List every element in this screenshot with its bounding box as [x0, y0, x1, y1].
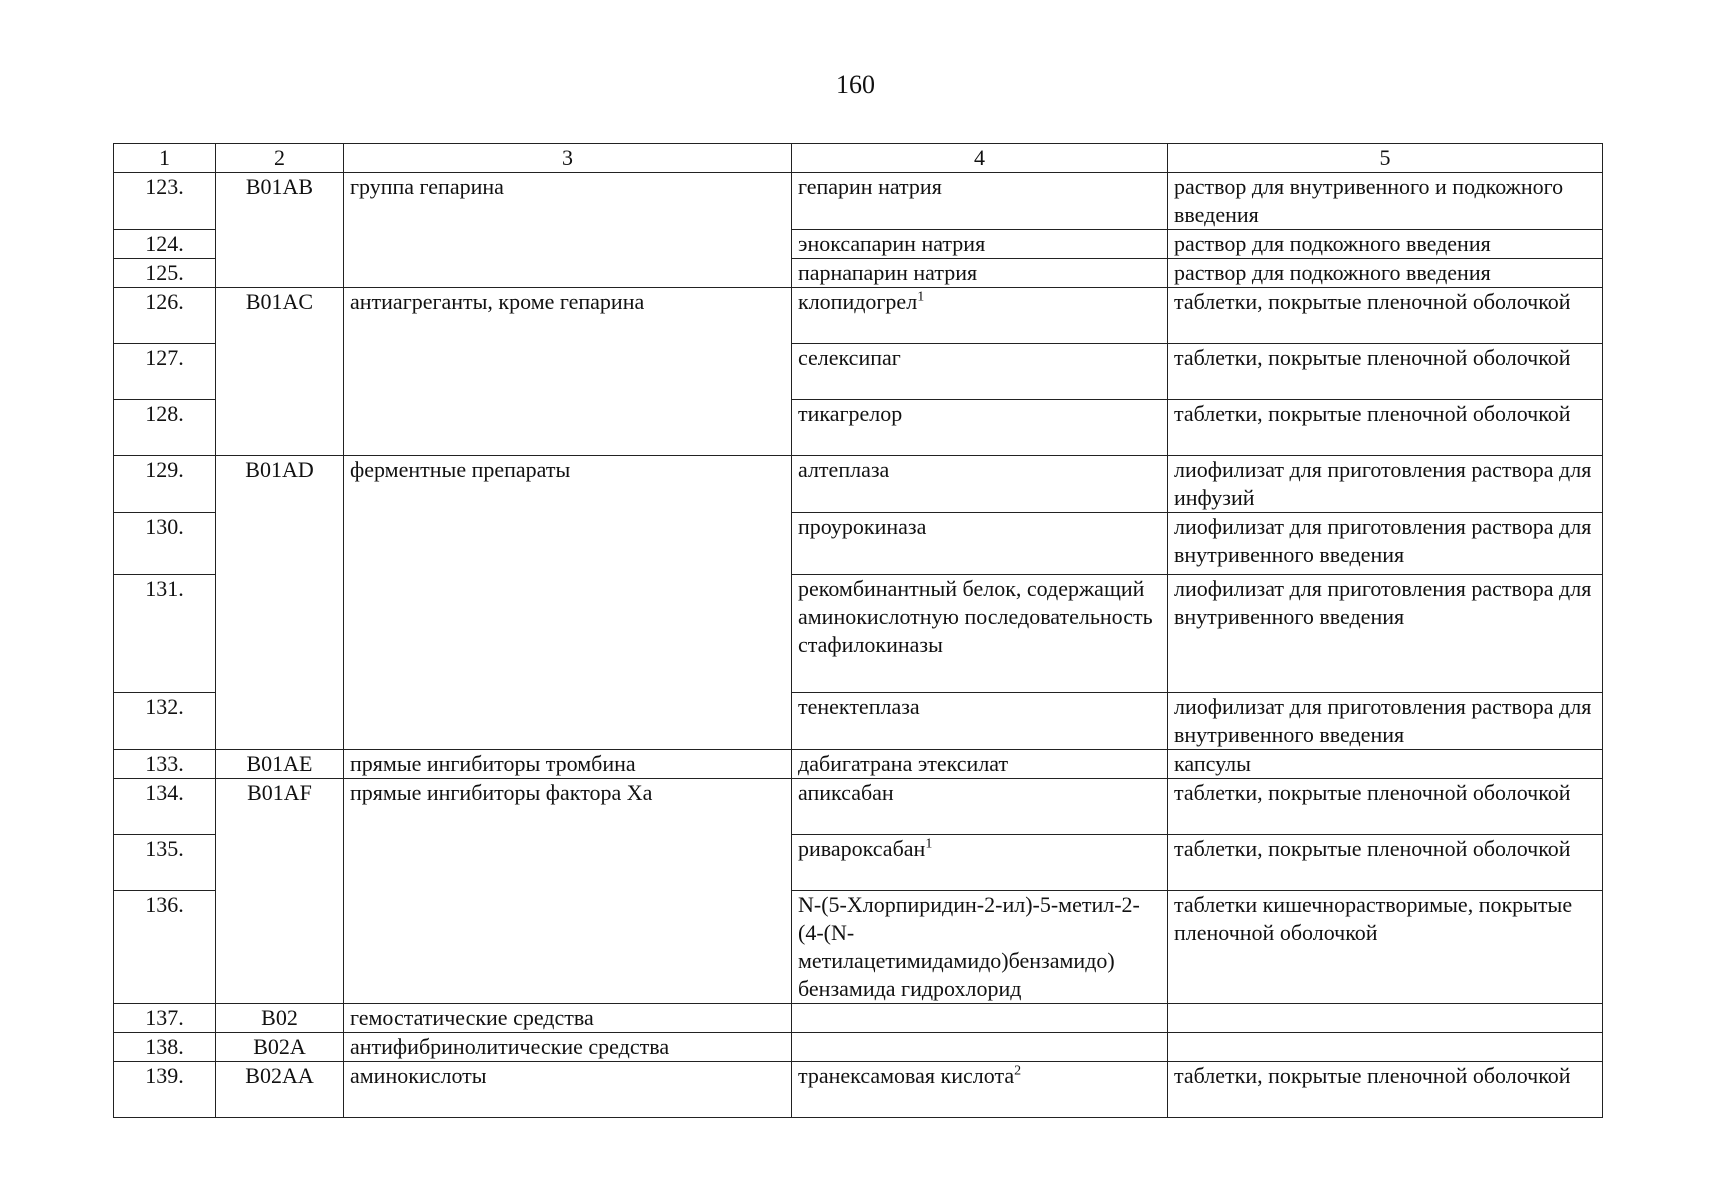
drug-name-cell	[792, 891, 1168, 1004]
row-number-cell: 125.	[114, 259, 216, 288]
dosage-form-cell: таблетки, покрытые пленочной оболочкой	[1168, 288, 1603, 344]
drug-name-cell	[792, 1004, 1168, 1033]
dosage-form-cell: лиофилизат для приготовления раствора для внутривенного введения	[1168, 693, 1603, 750]
drug-name-cell	[792, 344, 1168, 400]
drug-name-cell	[792, 750, 1168, 779]
table-row	[114, 288, 1603, 344]
drug-name-cell	[792, 230, 1168, 259]
drug-name: тикагрелор	[798, 401, 903, 426]
group-name-cell: аминокислоты	[344, 1062, 792, 1118]
dosage-form-cell: таблетки, покрытые пленочной оболочкой	[1168, 400, 1603, 456]
drug-name-cell	[792, 173, 1168, 230]
header-cell-5: 5	[1168, 144, 1603, 173]
row-number-cell: 129.	[114, 456, 216, 513]
drug-name: апиксабан	[798, 780, 894, 805]
drug-name: гепарин натрия	[798, 174, 942, 199]
row-number-cell: 123.	[114, 173, 216, 230]
drug-name-cell	[792, 400, 1168, 456]
dosage-form-cell: таблетки кишечнорастворимые, покрытые пленочной оболочкой	[1168, 891, 1603, 1004]
row-number-cell: 135.	[114, 835, 216, 891]
row-number-cell: 128.	[114, 400, 216, 456]
row-number-cell: 131.	[114, 575, 216, 693]
drug-name-cell	[792, 513, 1168, 575]
drug-name: N-(5-Хлорпиридин-2-ил)-5-метил-2-(4-(N-метилацетимидамидо)бензамидо) бензамида гидрохлорид	[798, 892, 1140, 1001]
drug-name: эноксапарин натрия	[798, 231, 986, 256]
atc-code-cell: B01AD	[216, 456, 344, 750]
table-row	[114, 456, 1603, 513]
dosage-form-cell	[1168, 1004, 1603, 1033]
atc-code-cell: B01AC	[216, 288, 344, 456]
dosage-form-cell: лиофилизат для приготовления раствора для инфузий	[1168, 456, 1603, 513]
dosage-form-cell: таблетки, покрытые пленочной оболочкой	[1168, 344, 1603, 400]
drug-name: селексипаг	[798, 345, 901, 370]
dosage-form-cell: раствор для внутривенного и подкожного введения	[1168, 173, 1603, 230]
table-header-row	[114, 144, 1603, 173]
row-number-cell: 139.	[114, 1062, 216, 1118]
group-name-cell: группа гепарина	[344, 173, 792, 288]
header-cell-1: 1	[114, 144, 216, 173]
drug-name: транексамовая кислота	[798, 1063, 1015, 1088]
dosage-form-cell: раствор для подкожного введения	[1168, 259, 1603, 288]
drug-name: рекомбинантный белок, содержащий аминокислотную последовательность стафилокиназы	[798, 576, 1153, 657]
row-number-cell: 126.	[114, 288, 216, 344]
drug-name: клопидогрел	[798, 289, 918, 314]
row-number-cell: 137.	[114, 1004, 216, 1033]
dosage-form-cell	[1168, 1033, 1603, 1062]
dosage-form-cell: таблетки, покрытые пленочной оболочкой	[1168, 1062, 1603, 1118]
table-row	[114, 779, 1603, 835]
dosage-form-cell: таблетки, покрытые пленочной оболочкой	[1168, 779, 1603, 835]
drug-name-cell	[792, 259, 1168, 288]
row-number-cell: 130.	[114, 513, 216, 575]
drug-name-cell	[792, 456, 1168, 513]
atc-code-cell: B02	[216, 1004, 344, 1033]
row-number-cell: 127.	[114, 344, 216, 400]
page-number: 160	[836, 70, 875, 99]
group-name-cell: прямые ингибиторы фактора Xa	[344, 779, 792, 1004]
drug-name: тенектеплаза	[798, 694, 920, 719]
table-row	[114, 1062, 1603, 1118]
drug-name-cell	[792, 1033, 1168, 1062]
table-body	[114, 144, 1603, 1118]
dosage-form-cell: лиофилизат для приготовления раствора для внутривенного введения	[1168, 513, 1603, 575]
atc-code-cell: B01AB	[216, 173, 344, 288]
group-name-cell: антифибринолитические средства	[344, 1033, 792, 1062]
drug-name-cell	[792, 779, 1168, 835]
drug-name-cell	[792, 835, 1168, 891]
dosage-form-cell: капсулы	[1168, 750, 1603, 779]
drug-name-cell	[792, 575, 1168, 693]
row-number-cell: 124.	[114, 230, 216, 259]
header-cell-3: 3	[344, 144, 792, 173]
drug-name: ривароксабан	[798, 836, 926, 861]
table-row	[114, 1033, 1603, 1062]
atc-code-cell: B02A	[216, 1033, 344, 1062]
drug-name: дабигатрана этексилат	[798, 751, 1009, 776]
drug-name: алтеплаза	[798, 457, 890, 482]
row-number-cell: 136.	[114, 891, 216, 1004]
drug-name-cell	[792, 693, 1168, 750]
group-name-cell: антиагреганты, кроме гепарина	[344, 288, 792, 456]
row-number-cell: 133.	[114, 750, 216, 779]
drug-name: парнапарин натрия	[798, 260, 978, 285]
group-name-cell: гемостатические средства	[344, 1004, 792, 1033]
footnote-marker: 1	[917, 289, 925, 305]
table-row	[114, 173, 1603, 230]
group-name-cell: прямые ингибиторы тромбина	[344, 750, 792, 779]
row-number-cell: 138.	[114, 1033, 216, 1062]
row-number-cell: 132.	[114, 693, 216, 750]
header-cell-2: 2	[216, 144, 344, 173]
drug-name: проурокиназа	[798, 514, 927, 539]
drug-name-cell	[792, 288, 1168, 344]
atc-code-cell: B02AA	[216, 1062, 344, 1118]
dosage-form-cell: раствор для подкожного введения	[1168, 230, 1603, 259]
dosage-form-cell: лиофилизат для приготовления раствора для внутривенного введения	[1168, 575, 1603, 693]
drug-name-cell	[792, 1062, 1168, 1118]
header-cell-4: 4	[792, 144, 1168, 173]
atc-code-cell: B01AF	[216, 779, 344, 1004]
drug-table	[113, 143, 1603, 1118]
table-row	[114, 750, 1603, 779]
footnote-marker: 2	[1014, 1063, 1022, 1079]
row-number-cell: 134.	[114, 779, 216, 835]
footnote-marker: 1	[925, 836, 933, 852]
table-row	[114, 1004, 1603, 1033]
dosage-form-cell: таблетки, покрытые пленочной оболочкой	[1168, 835, 1603, 891]
group-name-cell: ферментные препараты	[344, 456, 792, 750]
atc-code-cell: B01AE	[216, 750, 344, 779]
